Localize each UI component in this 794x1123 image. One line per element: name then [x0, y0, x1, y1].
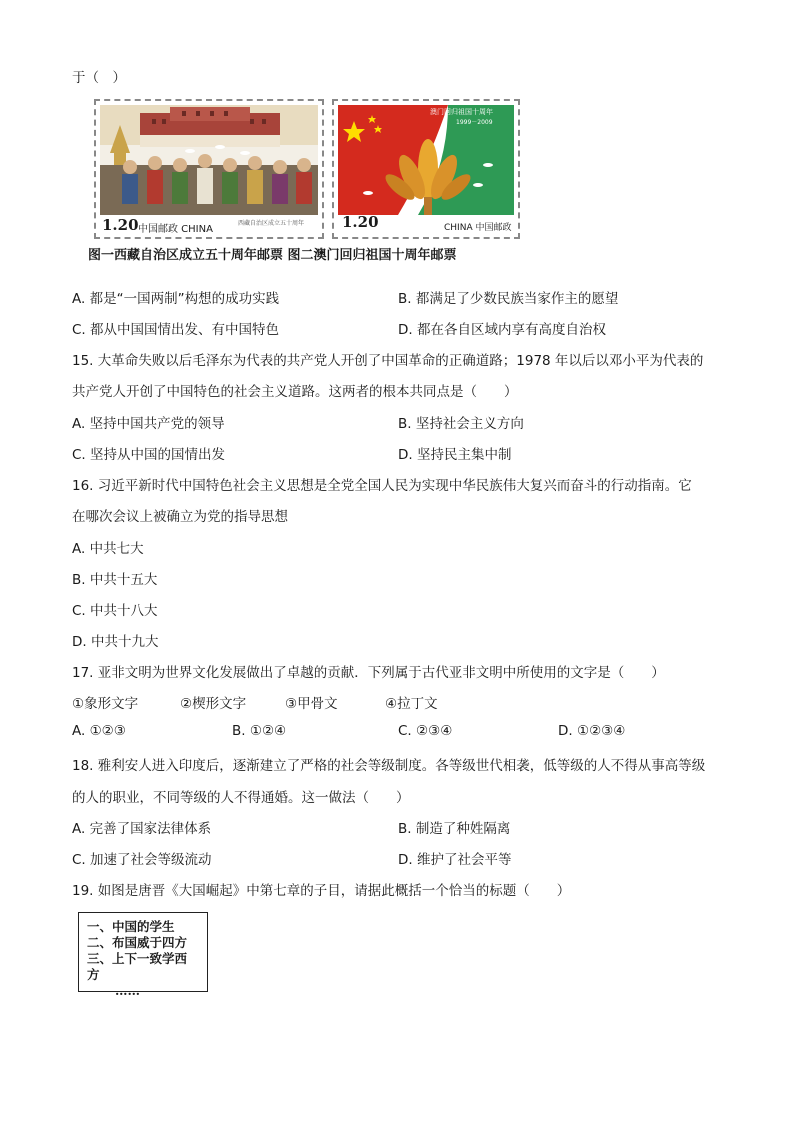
stamp-tibet-artwork — [100, 105, 318, 233]
q17-item-1: ①象形文字 — [72, 696, 139, 712]
q17-stem: 17. 亚非文明为世界文化发展做出了卓越的贡献．下列属于古代亚非文明中所使用的文字是（ ） — [72, 665, 665, 681]
tibet-stamp-illustration — [100, 105, 318, 233]
stamp-macau-post: CHINA 中国邮政 — [444, 223, 512, 233]
q16-option-c[interactable]: C. 中共十八大 — [72, 603, 158, 619]
q15-option-c[interactable]: C. 坚持从中国的国情出发 — [72, 447, 226, 463]
q15-option-a[interactable]: A. 坚持中国共产党的领导 — [72, 416, 225, 432]
q18-option-a[interactable]: A. 完善了国家法律体系 — [72, 821, 212, 837]
stamp-tibet — [94, 99, 324, 239]
stamp-tibet-post: 中国邮政 CHINA — [138, 224, 213, 233]
stamp-tibet-title: 西藏自治区成立五十周年 — [238, 220, 305, 227]
q17-option-a[interactable]: A. ①②③ — [72, 723, 126, 739]
q17-item-2: ②楔形文字 — [180, 696, 247, 712]
q19-figure-line-2: 二、布国威于四方 — [87, 935, 188, 950]
q16-option-d[interactable]: D. 中共十九大 — [72, 634, 159, 650]
q16-stem-line-2: 在哪次会议上被确立为党的指导思想 — [72, 509, 288, 525]
q18-option-b[interactable]: B. 制造了种姓隔离 — [398, 821, 511, 837]
stamp-tibet-value: 1.20 — [102, 216, 139, 233]
q17-option-c[interactable]: C. ②③④ — [398, 723, 453, 739]
q15-option-b[interactable]: B. 坚持社会主义方向 — [398, 416, 524, 432]
q15-stem-line-2: 共产党人开创了中国特色的社会主义道路。这两者的根本共同点是（ ） — [72, 384, 518, 400]
q16-option-b[interactable]: B. 中共十五大 — [72, 572, 158, 588]
q19-figure-line-1: 一、中国的学生 — [87, 919, 175, 934]
stamp-macau-title: 澳门回归祖国十周年 — [430, 108, 493, 116]
q14-option-d[interactable]: D. 都在各自区域内享有高度自治权 — [398, 322, 606, 338]
q17-option-b[interactable]: B. ①②④ — [232, 723, 287, 739]
q16-option-a[interactable]: A. 中共七大 — [72, 541, 144, 557]
q19-figure-ellipsis: …… — [115, 983, 140, 998]
q17-option-d[interactable]: D. ①②③④ — [558, 723, 626, 739]
q14-option-a[interactable]: A. 都是“一国两制”构想的成功实践 — [72, 291, 280, 307]
q18-stem-line-2: 的人的职业，不同等级的人不得通婚。这一做法（ ） — [72, 790, 410, 806]
q15-stem-line-1: 15. 大革命失败以后毛泽东为代表的共产党人开创了中国革命的正确道路；1978 年以后以邓小平为代表的 — [72, 353, 704, 369]
q18-option-d[interactable]: D. 维护了社会平等 — [398, 852, 512, 868]
question-continuation: 于（ ） — [72, 70, 126, 86]
q17-item-4: ④拉丁文 — [385, 696, 438, 712]
q18-option-c[interactable]: C. 加速了社会等级流动 — [72, 852, 212, 868]
q19-figure-line-3: 三、上下一致学西方 — [87, 951, 188, 982]
q19-figure-box — [78, 912, 208, 998]
q19-stem: 19. 如图是唐晋《大国崛起》中第七章的子目，请据此概括一个恰当的标题（ ） — [72, 883, 571, 899]
q14-option-c[interactable]: C. 都从中国国情出发、有中国特色 — [72, 322, 280, 338]
stamp-macau-years: 1999－2009 — [456, 119, 493, 126]
q15-option-d[interactable]: D. 坚持民主集中制 — [398, 447, 512, 463]
stamp-macau-artwork — [338, 105, 514, 233]
q17-item-3: ③甲骨文 — [285, 696, 338, 712]
stamp-macau-value: 1.20 — [342, 213, 379, 231]
q14-option-b[interactable]: B. 都满足了少数民族当家作主的愿望 — [398, 291, 619, 307]
figure-caption: 图一西藏自治区成立五十周年邮票 图二澳门回归祖国十周年邮票 — [88, 248, 457, 263]
stamp-macau — [332, 99, 520, 239]
q18-stem-line-1: 18. 雅利安人进入印度后，逐渐建立了严格的社会等级制度。各等级世代相袭，低等级的人不得从事高等级 — [72, 758, 706, 774]
q16-stem-line-1: 16. 习近平新时代中国特色社会主义思想是全党全国人民为实现中华民族伟大复兴而奋斗的行动指南。它 — [72, 478, 692, 494]
